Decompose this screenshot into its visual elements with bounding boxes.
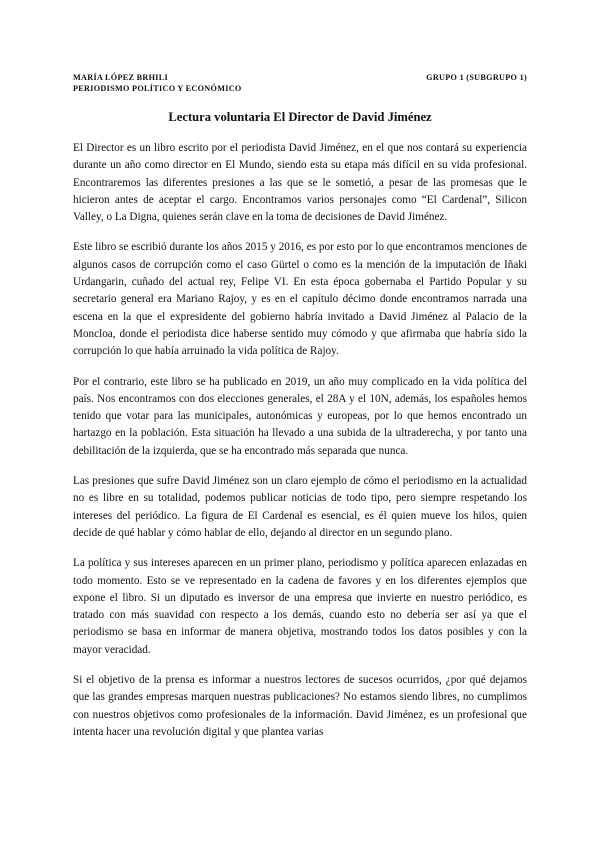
subject-label: PERIODISMO POLÍTICO Y ECONÓMICO <box>73 84 242 93</box>
paragraph: Por el contrario, este libro se ha publicado en 2019, un año muy complicado en la vida política del país. Nos encontramos con dos elecciones generales, el 28A y el 10N, además, los españoles hemos tenido que votar para las municipales, autonómicas y europeas, por lo que hemos encontrado un hartazgo en la población. Esta situación ha llevado a una subida de la ultraderecha, y por tanto una debilitación de la izquierda, que se ha encontrado más separada que nunca. <box>73 375 527 457</box>
document-body <box>73 140 527 754</box>
paragraph: Si el objetivo de la prensa es informar a nuestros lectores de sucesos ocurridos, ¿por qué dejamos que las grandes empresas marquen nuestras publicaciones? No estamos siendo libres, no cumplimos con nuestros objetivos como profesionales de la información. David Jiménez, es un profesional que intenta hacer una revolución digital y que plantea varias <box>73 674 527 738</box>
group-label: GRUPO 1 (SUBGRUPO 1) <box>426 73 527 82</box>
paragraph: La política y sus intereses aparecen en un primer plano, periodismo y política aparecen enlazadas en todo momento. Esto se ve representado en la cadena de favores y en los diferentes ejemplos que expone el libro. Si un diputado es inversor de una empresa que invierte en nuestro periódico, es tratado con más suavidad con respecto a los demás, cuando esto no debería ser así ya que el periodismo se basa en informar de manera objetiva, mostrando todos los datos posibles y con la mayor veracidad. <box>73 557 527 656</box>
document-title: Lectura voluntaria El Director de David Jiménez <box>168 110 432 124</box>
author-name: MARÍA LÓPEZ BRHILI <box>73 73 169 82</box>
document-header <box>73 72 527 94</box>
paragraph: Este libro se escribió durante los años 2015 y 2016, es por esto por lo que encontramos menciones de algunos casos de corrupción como el caso Gürtel o como es la mención de la imputación de Iñaki Urdangarin, cuñado del actual rey, Felipe VI. En esta época gobernaba el Partido Popular y su secretario general era Mariano Rajoy, y es en el capítulo décimo donde encontramos narrada una escena en la que el expresidente del gobierno habría invitado a David Jiménez al Palacio de la Moncloa, donde el periodista dice haberse sentido muy cómodo y que afirmaba que habría sido la corrupción lo que había arruinado la vida política de Rajoy. <box>73 241 527 358</box>
paragraph: Las presiones que sufre David Jiménez son un claro ejemplo de cómo el periodismo en la actualidad no es libre en su totalidad, podemos publicar noticias de todo tipo, pero siempre respetando los intereses del periódico. La figura de El Cardenal es esencial, es él quien mueve los hilos, quien decide de qué hablar y cómo hablar de ello, dejando al director en un segundo plano. <box>73 475 527 539</box>
header-row <box>73 72 527 83</box>
paragraph: El Director es un libro escrito por el periodista David Jiménez, en el que nos contará su experiencia durante un año como director en El Mundo, siendo esta su etapa más difícil en su vida profesional. Encontraremos las diferentes presiones a las que se le sometió, a pesar de las promesas que le hicieron antes de aceptar el cargo. Encontramos varios personajes como “El Cardenal”, Silicon Valley, o La Digna, quienes serán clave en la toma de decisiones de David Jiménez. <box>73 142 527 224</box>
